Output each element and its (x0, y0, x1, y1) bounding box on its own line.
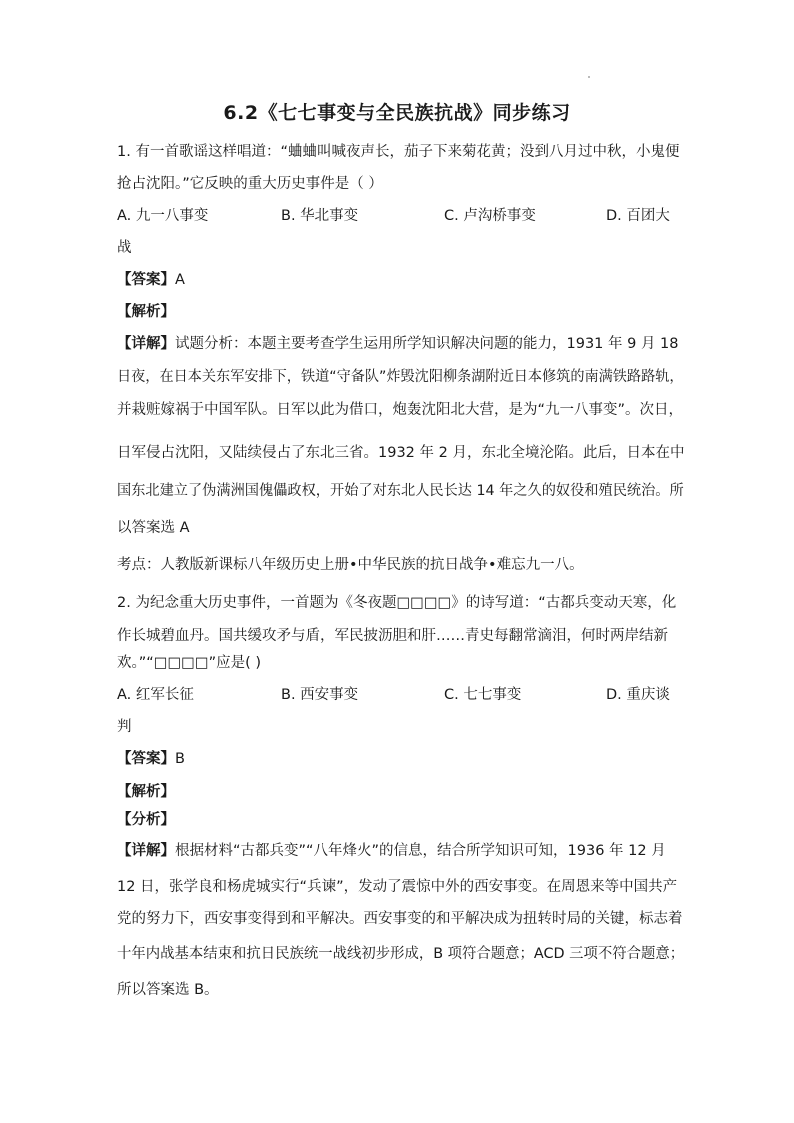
scan-speck (588, 76, 590, 78)
q1-stem-line2: 抢占沈阳。”它反映的重大历史事件是（ ） (117, 176, 383, 192)
q1-stem-line1: 1. 有一首歌谣这样唱道：“蛐蛐叫喊夜声长，茄子下来菊花黄；没到八月过中秋，小鬼便 (117, 144, 680, 160)
q1-option-d: D. 百团大 (606, 208, 670, 224)
q2-detail-line2: 12 日，张学良和杨虎城实行“兵谏”，发动了震惊中外的西安事变。在周恩来等中国共产 (117, 879, 678, 895)
q2-option-d: D. 重庆谈 (606, 687, 670, 703)
q2-detail-text: 根据材料“古都兵变”“八年烽火”的信息，结合所学知识可知，1936 年 12 月 (175, 843, 666, 859)
q2-option-c: C. 七七事变 (444, 687, 522, 703)
q2-fenxi-tag: 【分析】 (117, 812, 175, 828)
q2-option-a: A. 红军长征 (117, 687, 194, 703)
q2-stem-line1: 2. 为纪念重大历史事件，一首题为《冬夜题□□□□》的诗写道：“古都兵变动天寒，化 (117, 595, 677, 611)
q2-detail-tag: 【详解】 (117, 843, 175, 859)
q1-answer-tag: 【答案】 (117, 272, 175, 288)
q1-detail-text: 试题分析：本题主要考查学生运用所学知识解决问题的能力，1931 年 9 月 18 (175, 336, 679, 352)
q1-answer (117, 270, 185, 290)
q1-detail-line1 (117, 334, 679, 354)
q1-note: 考点：人教版新课标八年级历史上册•中华民族的抗日战争•难忘九一八。 (117, 557, 584, 573)
q2-answer-value: B (175, 751, 185, 767)
q2-stem-line3: 欢。”“□□□□”应是( ) (117, 655, 262, 671)
q1-option-a: A. 九一八事变 (117, 208, 209, 224)
q1-detail-tag: 【详解】 (117, 336, 175, 352)
q2-analysis-tag: 【解析】 (117, 784, 175, 800)
q2-detail-line4: 十年内战基本结束和抗日民族统一战线初步形成，B 项符合题意；ACD 三项不符合题意； (117, 946, 685, 962)
q1-detail-line3: 并栽赃嫁祸于中国军队。日军以此为借口，炮轰沈阳北大营，是为“九一八事变”。次日， (117, 402, 684, 418)
q1-answer-value: A (175, 272, 185, 288)
q1-detail-line4: 日军侵占沈阳，又陆续侵占了东北三省。1932 年 2 月，东北全境沦陷。此后，日本在中 (117, 445, 685, 461)
q1-option-c: C. 卢沟桥事变 (444, 208, 536, 224)
q1-analysis-tag: 【解析】 (117, 304, 175, 320)
q2-answer (117, 749, 185, 769)
q1-detail-line5: 国东北建立了伪满洲国傀儡政权，开始了对东北人民长达 14 年之久的奴役和殖民统治。所 (117, 483, 684, 499)
q2-detail-line5: 所以答案选 B。 (117, 982, 219, 998)
q2-option-b: B. 西安事变 (281, 687, 359, 703)
q2-detail-line3: 党的努力下，西安事变得到和平解决。西安事变的和平解决成为扭转时局的关键，标志着 (117, 911, 683, 927)
q2-stem-line2: 作长城碧血丹。国共缓攻矛与盾，军民披沥胆和肝……青史每翻常滴泪，何时两岸结新 (117, 628, 668, 644)
q1-option-b: B. 华北事变 (281, 208, 359, 224)
q2-option-d-wrap: 判 (117, 719, 132, 735)
q2-answer-tag: 【答案】 (117, 751, 175, 767)
q1-detail-line2: 日夜，在日本关东军安排下，铁道“守备队”炸毁沈阳柳条湖附近日本修筑的南满铁路路轨， (117, 369, 684, 385)
q1-option-d-wrap: 战 (117, 240, 132, 256)
q1-detail-line6: 以答案选 A (117, 520, 190, 536)
q2-detail-line1 (117, 841, 666, 861)
page-title: 6.2《七七事变与全民族抗战》同步练习 (223, 102, 571, 124)
